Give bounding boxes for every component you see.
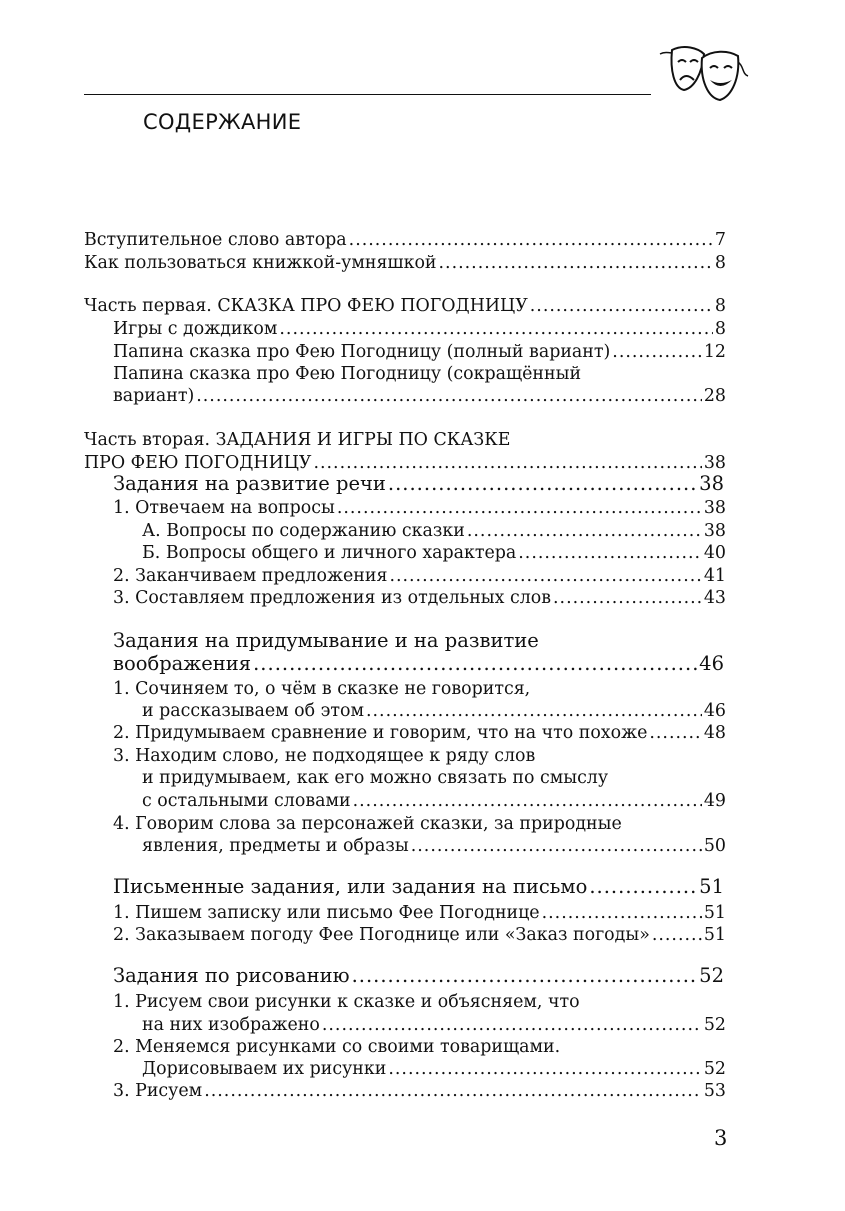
page-number: 3	[714, 1126, 728, 1150]
toc-entry-page: 51	[703, 903, 726, 923]
toc-entry-title: Как пользоваться книжкой-умняшкой	[84, 253, 437, 273]
toc-entry	[0, 497, 845, 521]
toc-entry-title: Письменные задания, или задания на письмо	[113, 875, 588, 898]
theatre-masks-icon	[658, 40, 750, 106]
toc-entry-title: вариант)	[113, 386, 195, 406]
toc-entry-title: 1. Рисуем свои рисунки к сказке и объясняем, что	[113, 992, 580, 1012]
toc-entry-page: 12	[703, 342, 726, 362]
toc-entry-title: явления, предметы и образы	[142, 836, 409, 856]
toc-entry	[0, 924, 845, 948]
toc-entry-title: 2. Придумываем сравнение и говорим, что на что похоже	[113, 723, 648, 743]
toc-entry-title: 3. Рисуем	[113, 1081, 203, 1101]
toc-section-continued	[0, 630, 845, 654]
toc-entry-page: 40	[703, 543, 726, 563]
toc-entry-title: Папина сказка про Фею Погодницу (сокращённый	[113, 364, 582, 384]
page-title: СОДЕРЖАНИЕ	[143, 110, 302, 134]
toc-entry-title: 2. Заказываем погоду Фее Погоднице или «Заказ погоды»	[113, 925, 650, 945]
toc-entry-title: 2. Меняемся рисунками со своими товарищами.	[113, 1037, 561, 1057]
toc-entry-page: 7	[714, 230, 726, 250]
toc-section	[0, 473, 845, 497]
toc-entry	[0, 1080, 845, 1104]
toc-entry-title: Игры с дождиком	[113, 319, 278, 339]
toc-entry-page: 52	[699, 964, 724, 987]
toc-entry-title: 1. Сочиняем то, о чём в сказке не говорится,	[113, 679, 531, 699]
toc-entry	[0, 1058, 845, 1082]
toc-section	[0, 653, 845, 677]
toc-entry-title: Задания по рисованию	[113, 964, 350, 987]
toc-entry-page: 49	[703, 791, 726, 811]
toc-entry	[0, 318, 845, 342]
toc-entry-title: 2. Заканчиваем предложения	[113, 566, 388, 586]
toc-entry	[0, 902, 845, 926]
toc-entry-page: 50	[703, 836, 726, 856]
toc-entry	[0, 385, 845, 409]
toc-entry-title: 1. Пишем записку или письмо Фее Погоднице	[113, 903, 540, 923]
toc-entry	[0, 700, 845, 724]
toc-entry	[0, 722, 845, 746]
toc-entry	[0, 542, 845, 566]
toc-entry-page: 8	[714, 253, 726, 273]
toc-entry	[0, 229, 845, 253]
toc-entry-continued	[0, 678, 845, 702]
toc-entry-title: и придумываем, как его можно связать по смыслу	[142, 768, 609, 788]
toc-entry	[0, 790, 845, 814]
toc-entry-title: Вступительное слово автора	[84, 230, 347, 250]
toc-entry-page: 46	[699, 652, 724, 675]
toc-entry-continued	[0, 745, 845, 769]
toc-entry-title: 4. Говорим слова за персонажей сказки, за природные	[113, 814, 622, 834]
toc-section	[0, 876, 845, 900]
toc-entry-title: Папина сказка про Фею Погодницу (полный вариант)	[113, 342, 611, 362]
toc-entry-title: Дорисовываем их рисунки	[142, 1059, 387, 1079]
toc-section	[0, 965, 845, 989]
toc-entry-continued	[0, 363, 845, 387]
toc-entry-title: на них изображено	[142, 1015, 320, 1035]
toc-entry-title: А. Вопросы по содержанию сказки	[142, 521, 465, 541]
toc-entry-title: Часть первая. СКАЗКА ПРО ФЕЮ ПОГОДНИЦУ	[84, 296, 528, 316]
toc-entry-page: 38	[703, 498, 726, 518]
toc-entry	[0, 252, 845, 276]
toc-entry-page: 48	[703, 723, 726, 743]
toc-entry-continued	[0, 991, 845, 1015]
toc-entry	[0, 295, 845, 319]
toc-entry-page: 38	[703, 453, 726, 473]
toc-entry-page: 41	[703, 566, 726, 586]
toc-entry-continued	[0, 813, 845, 837]
toc-entry	[0, 1014, 845, 1038]
toc-entry-page: 51	[703, 925, 726, 945]
toc-entry-title: 3. Составляем предложения из отдельных слов	[113, 588, 552, 608]
header-rule	[84, 94, 651, 95]
toc-entry-title: 3. Находим слово, не подходящее к ряду слов	[113, 746, 536, 766]
toc-entry-title: Часть вторая. ЗАДАНИЯ И ИГРЫ ПО СКАЗКЕ	[84, 430, 511, 450]
toc-entry-title: Задания на придумывание и на развитие	[113, 629, 539, 652]
toc-entry-page: 51	[699, 875, 724, 898]
toc-entry-title: Задания на развитие речи	[113, 472, 386, 495]
toc-entry-title: Б. Вопросы общего и личного характера	[142, 543, 517, 563]
toc-entry-page: 52	[703, 1015, 726, 1035]
toc-entry	[0, 341, 845, 365]
toc-entry-page: 43	[703, 588, 726, 608]
toc-entry-page: 38	[699, 472, 724, 495]
toc-entry-title: воображения	[113, 652, 252, 675]
toc-entry	[0, 520, 845, 544]
toc-entry-page: 38	[703, 521, 726, 541]
toc-entry-continued	[0, 1036, 845, 1060]
toc-entry-page: 8	[714, 296, 726, 316]
toc-entry-page: 52	[703, 1059, 726, 1079]
toc-entry-page: 53	[703, 1081, 726, 1101]
toc-entry-page: 46	[703, 701, 726, 721]
toc-entry-page: 28	[703, 386, 726, 406]
toc-entry-title: ПРО ФЕЮ ПОГОДНИЦУ	[84, 453, 312, 473]
toc-entry-title: 1. Отвечаем на вопросы	[113, 498, 335, 518]
toc-entry	[0, 587, 845, 611]
toc-entry-title: и рассказываем об этом	[142, 701, 364, 721]
toc-entry	[0, 835, 845, 859]
toc-entry	[0, 565, 845, 589]
toc-entry-page: 8	[714, 319, 726, 339]
toc-entry-continued	[0, 767, 845, 791]
toc-entry-continued	[0, 429, 845, 453]
toc-entry-title: с остальными словами	[142, 791, 351, 811]
